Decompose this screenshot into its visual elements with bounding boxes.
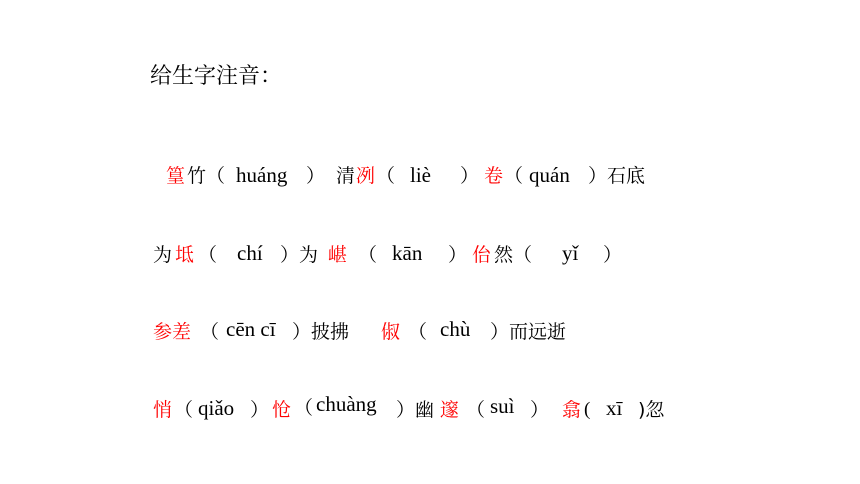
paren-open: （ bbox=[174, 399, 194, 421]
paren-open: （ bbox=[376, 165, 396, 187]
pinyin-yi: yǐ bbox=[562, 241, 579, 265]
paren-open: （ bbox=[198, 244, 218, 266]
target-char-lie: 冽 bbox=[356, 165, 376, 187]
target-char-yi: 佁 bbox=[472, 244, 492, 266]
paren-close: ） bbox=[530, 399, 550, 421]
pinyin-huang: huáng bbox=[236, 163, 288, 187]
target-char-qiao: 悄 bbox=[153, 399, 173, 421]
text-zhu-paren: 竹（ bbox=[187, 165, 226, 187]
paren-close: ） bbox=[448, 244, 468, 266]
text-wei-2: ）为 bbox=[280, 244, 319, 266]
pinyin-cenci: cēn cī bbox=[226, 317, 276, 341]
exercise-title: 给生字注音： bbox=[150, 64, 283, 89]
target-char-huang: 篁 bbox=[166, 165, 186, 187]
target-char-sui: 邃 bbox=[440, 399, 460, 421]
target-char-quan: 卷 bbox=[484, 165, 504, 187]
text-you: ）幽 bbox=[396, 399, 435, 421]
text-shi-di: ）石底 bbox=[588, 165, 646, 187]
pinyin-kan: kān bbox=[392, 241, 423, 265]
pinyin-chuang: chuàng bbox=[316, 392, 377, 416]
pinyin-qiao: qiǎo bbox=[198, 396, 235, 420]
paren-close: ） bbox=[460, 165, 480, 187]
paren-open: ( bbox=[584, 399, 591, 420]
text-er-yuan-shi: ）而远逝 bbox=[490, 321, 567, 343]
text-ran-paren: 然（ bbox=[494, 244, 533, 266]
paren-open: （ bbox=[294, 397, 314, 419]
pinyin-lie: liè bbox=[410, 163, 431, 187]
paren-open: （ bbox=[200, 321, 220, 343]
paren-close: ） bbox=[306, 165, 326, 187]
target-char-chi: 坻 bbox=[175, 244, 195, 266]
pinyin-chu: chù bbox=[440, 317, 471, 341]
target-char-xi: 翕 bbox=[562, 399, 582, 421]
target-char-chuang: 怆 bbox=[272, 399, 292, 421]
text-qing: 清 bbox=[336, 165, 356, 187]
paren-open: （ bbox=[466, 399, 486, 421]
text-pifu: ）披拂 bbox=[292, 321, 350, 343]
paren-open: （ bbox=[504, 165, 524, 187]
paren-close: ） bbox=[603, 244, 623, 266]
pinyin-quan: quán bbox=[529, 163, 570, 187]
target-word-cenci: 参差 bbox=[153, 321, 192, 343]
pinyin-sui: suì bbox=[490, 394, 515, 418]
pinyin-chi: chí bbox=[237, 241, 263, 265]
target-char-kan: 嵁 bbox=[328, 244, 348, 266]
pinyin-xi: xī bbox=[606, 396, 623, 420]
paren-close: ） bbox=[250, 399, 270, 421]
paren-open: （ bbox=[408, 321, 428, 343]
text-hu: )忽 bbox=[638, 399, 665, 421]
paren-open: （ bbox=[358, 244, 378, 266]
text-wei: 为 bbox=[153, 244, 173, 266]
target-char-chu: 俶 bbox=[381, 321, 401, 343]
